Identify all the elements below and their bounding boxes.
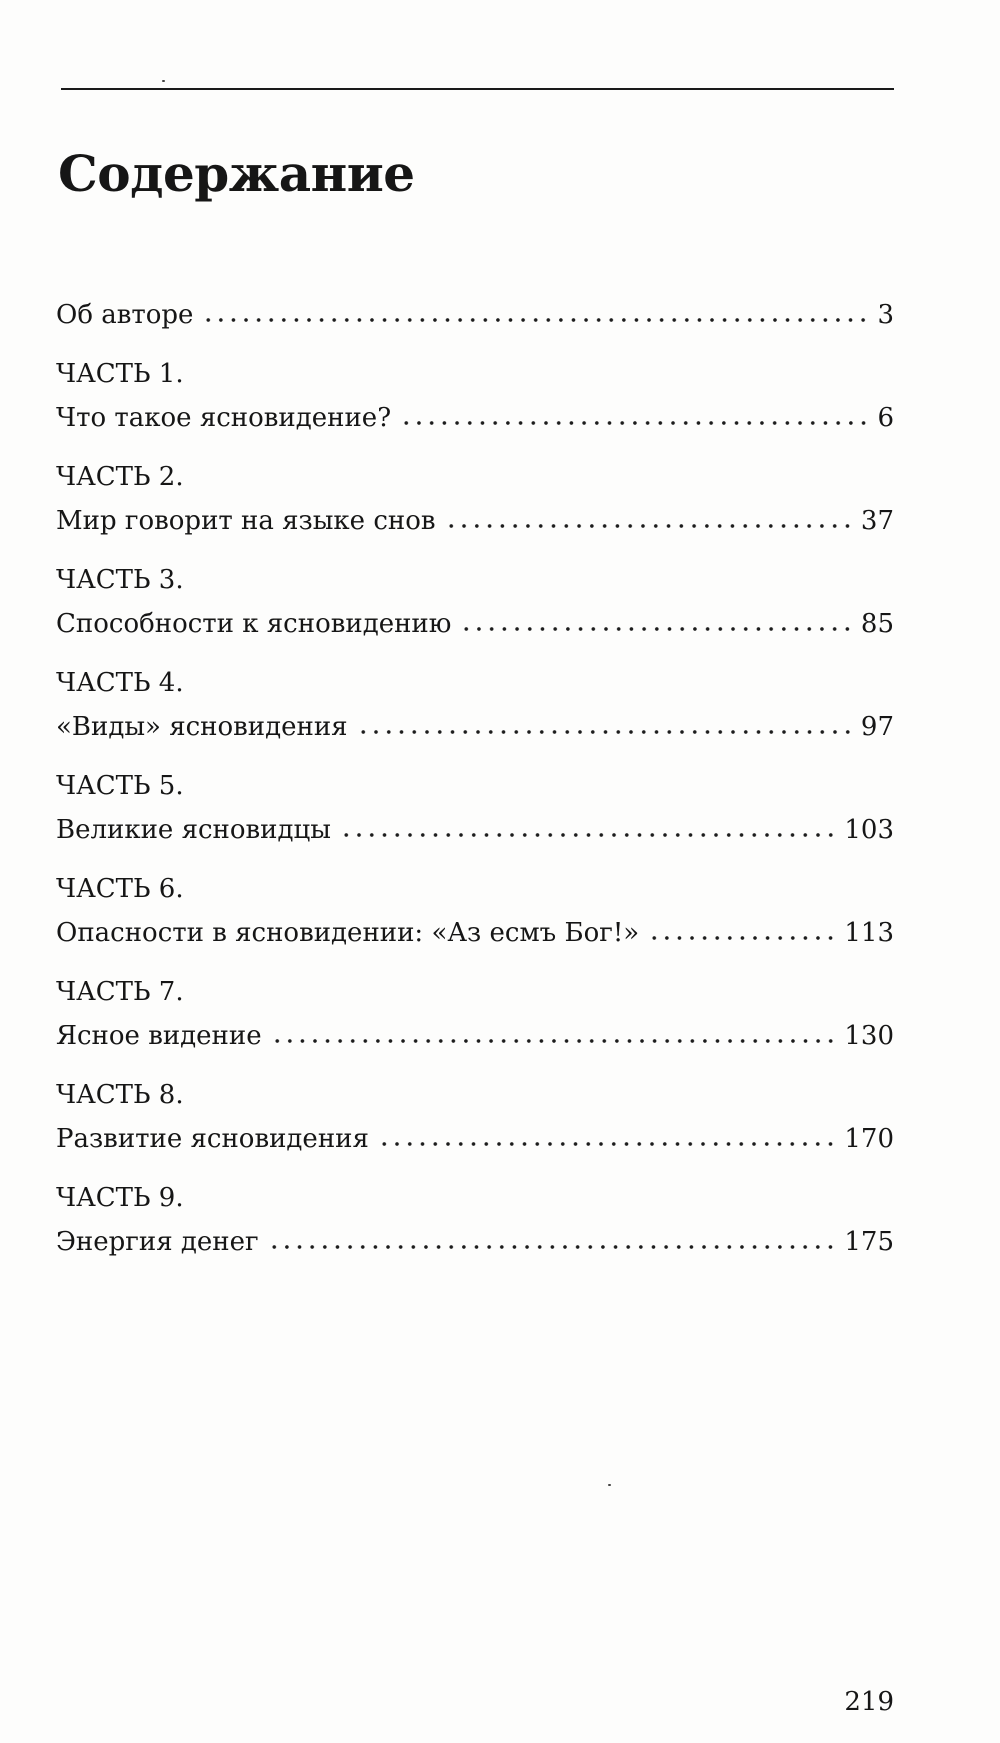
toc-entry-title: «Виды» ясновидения [56,712,348,742]
toc-entry-title: Что такое ясновидение? [56,403,392,433]
toc-entry-page: 103 [844,815,894,845]
part-label: ЧАСТЬ 9. [56,1183,184,1213]
toc-entry-title: Развитие ясновидения [56,1124,369,1154]
part-label: ЧАСТЬ 6. [56,874,184,904]
toc-part-2 [56,462,894,536]
toc-part-3 [56,565,894,639]
toc-entry [56,403,894,433]
dot-leader [268,1244,838,1250]
toc-part-6 [56,874,894,948]
part-label: ЧАСТЬ 2. [56,462,184,492]
dot-leader [460,626,854,632]
toc-part-4 [56,668,894,742]
scan-speck [162,80,165,82]
toc-entry-page: 130 [844,1021,894,1051]
toc-part-9 [56,1183,894,1257]
toc-entry-title: Энергия денег [56,1227,259,1257]
page-title: Содержание [58,144,415,203]
page-number: 219 [844,1687,894,1717]
toc-entry-page: 3 [877,300,894,330]
toc-part-5 [56,771,894,845]
toc-part-1 [56,359,894,433]
toc-entry-page: 170 [844,1124,894,1154]
part-label: ЧАСТЬ 5. [56,771,184,801]
toc-entry [56,712,894,742]
toc-entry [56,1227,894,1257]
toc-entry-page: 97 [860,712,894,742]
toc-entry-title: Ясное видение [56,1021,262,1051]
dot-leader [648,935,837,941]
part-label: ЧАСТЬ 8. [56,1080,184,1110]
toc-entry [56,609,894,639]
toc-entry [56,506,894,536]
toc-entry-title: Способности к ясновидению [56,609,452,639]
dot-leader [340,832,837,838]
part-label: ЧАСТЬ 4. [56,668,184,698]
toc-entry [56,815,894,845]
toc-entry-page: 85 [860,609,894,639]
toc-entry [56,1021,894,1051]
toc-entry-page: 113 [844,918,894,948]
toc-entry [56,918,894,948]
toc-entry-title: Об авторе [56,300,194,330]
toc-entry-page: 6 [877,403,894,433]
part-label: ЧАСТЬ 1. [56,359,184,389]
toc-entry-page: 37 [860,506,894,536]
top-rule [61,88,894,90]
toc-entry [56,1124,894,1154]
dot-leader [378,1141,837,1147]
dot-leader [445,523,854,529]
toc-entry-about-author [56,300,894,330]
part-label: ЧАСТЬ 7. [56,977,184,1007]
dot-leader [400,420,870,426]
toc-entry-title: Опасности в ясновидении: «Аз есмъ Бог!» [56,918,640,948]
dot-leader [357,729,854,735]
dot-leader [271,1038,838,1044]
table-of-contents [56,300,894,1257]
toc-entry-page: 175 [844,1227,894,1257]
toc-part-8 [56,1080,894,1154]
toc-entry-title: Великие ясновидцы [56,815,331,845]
scan-speck [608,1484,611,1486]
toc-part-7 [56,977,894,1051]
part-label: ЧАСТЬ 3. [56,565,184,595]
dot-leader [202,317,870,323]
toc-entry-title: Мир говорит на языке снов [56,506,436,536]
